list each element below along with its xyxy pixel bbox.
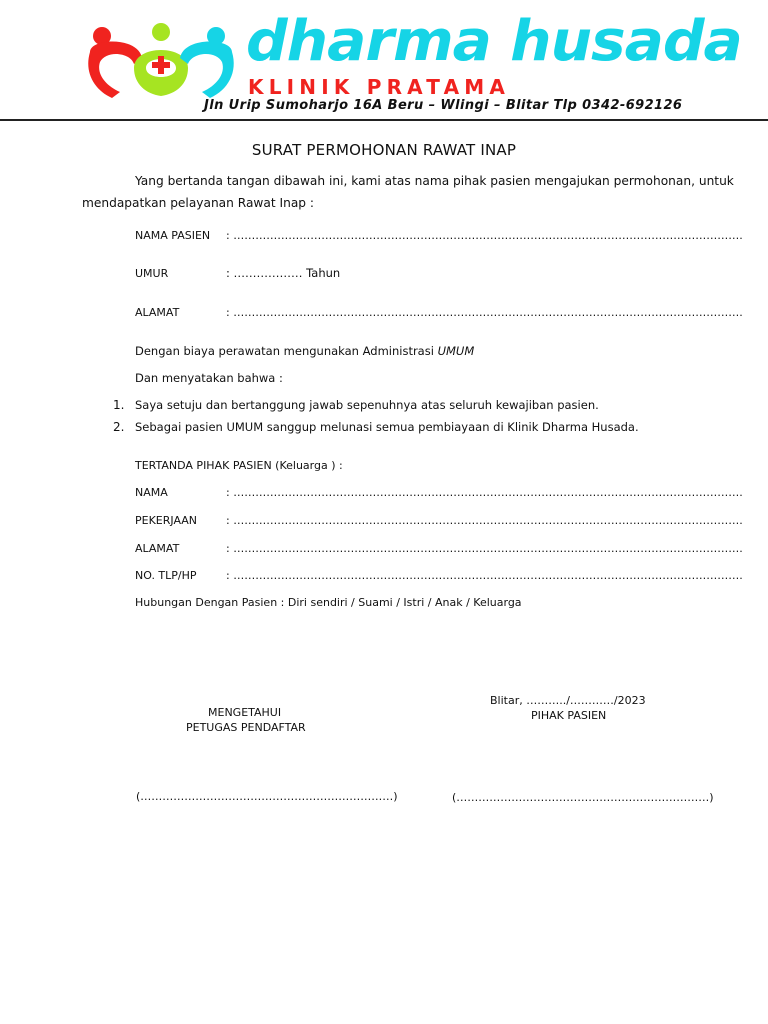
document-title: SURAT PERMOHONAN RAWAT INAP [251, 141, 517, 159]
intro-line-2: mendapatkan pelayanan Rawat Inap : [82, 196, 315, 210]
family-care-logo-icon [86, 22, 236, 100]
place-date: Blitar, ………../…………/2023 [490, 694, 646, 707]
family-heading: TERTANDA PIHAK PASIEN (Keluarga ) : [135, 459, 343, 472]
family-phone-field[interactable]: : …………………………………………………………………………………………………………………………. [226, 569, 743, 582]
family-phone-label: NO. TLP/HP [135, 569, 197, 582]
statement-text: Sebagai pasien UMUM sanggup melunasi semua pembiayaan di Klinik Dharma Husada. [135, 420, 639, 434]
brand-name: dharma husada [246, 9, 742, 74]
family-occupation-label: PEKERJAAN [135, 514, 198, 527]
family-address-label: ALAMAT [135, 542, 180, 555]
statement-number: 1. [113, 398, 125, 412]
clinic-address: Jln Urip Sumoharjo 16A Beru – Wlingi – Blitar Tlp 0342-692126 [204, 98, 683, 113]
family-name-field[interactable]: : …………………………………………………………………………………………………………………………. [226, 486, 743, 499]
statement-text: Saya setuju dan bertanggung jawab sepenuhnya atas seluruh kewajiban pasien. [135, 398, 599, 412]
officer-signature-blank[interactable]: (……………………………………………………………) [136, 790, 398, 803]
family-occupation-field[interactable]: : …………………………………………………………………………………………………………………………. [226, 514, 743, 527]
registration-officer-label: PETUGAS PENDAFTAR [186, 721, 306, 734]
cost-emphasis: UMUM [437, 344, 475, 358]
cost-statement [135, 344, 474, 358]
patient-signature-blank[interactable]: (……………………………………………………………) [452, 791, 714, 804]
patient-address-label: ALAMAT [135, 306, 180, 319]
acknowledge-label: MENGETAHUI [208, 706, 282, 719]
relationship-options: Hubungan Dengan Pasien : Diri sendiri / Suami / Istri / Anak / Keluarga [135, 596, 522, 609]
patient-address-field[interactable]: : …………………………………………………………………………………………………………………………. [226, 306, 743, 319]
statement-number: 2. [113, 420, 125, 434]
intro-line-1: Yang bertanda tangan dibawah ini, kami atas nama pihak pasien mengajukan permohonan, untuk [135, 174, 734, 188]
header-divider [0, 119, 768, 121]
family-name-label: NAMA [135, 486, 168, 499]
clinic-subtitle: KLINIK PRATAMA [248, 75, 511, 99]
patient-age-label: UMUR [135, 267, 169, 280]
family-address-field[interactable]: : …………………………………………………………………………………………………………………………. [226, 542, 743, 555]
patient-name-label: NAMA PASIEN [135, 229, 211, 242]
statement-intro: Dan menyatakan bahwa : [135, 371, 283, 385]
cost-text: Dengan biaya perawatan mengunakan Administrasi [135, 344, 438, 358]
patient-age-field[interactable]: : ……………… Tahun [226, 266, 341, 280]
patient-party-title: PIHAK PASIEN [531, 709, 607, 722]
patient-name-field[interactable]: : …………………………………………………………………………………………………………………………. [226, 229, 743, 242]
